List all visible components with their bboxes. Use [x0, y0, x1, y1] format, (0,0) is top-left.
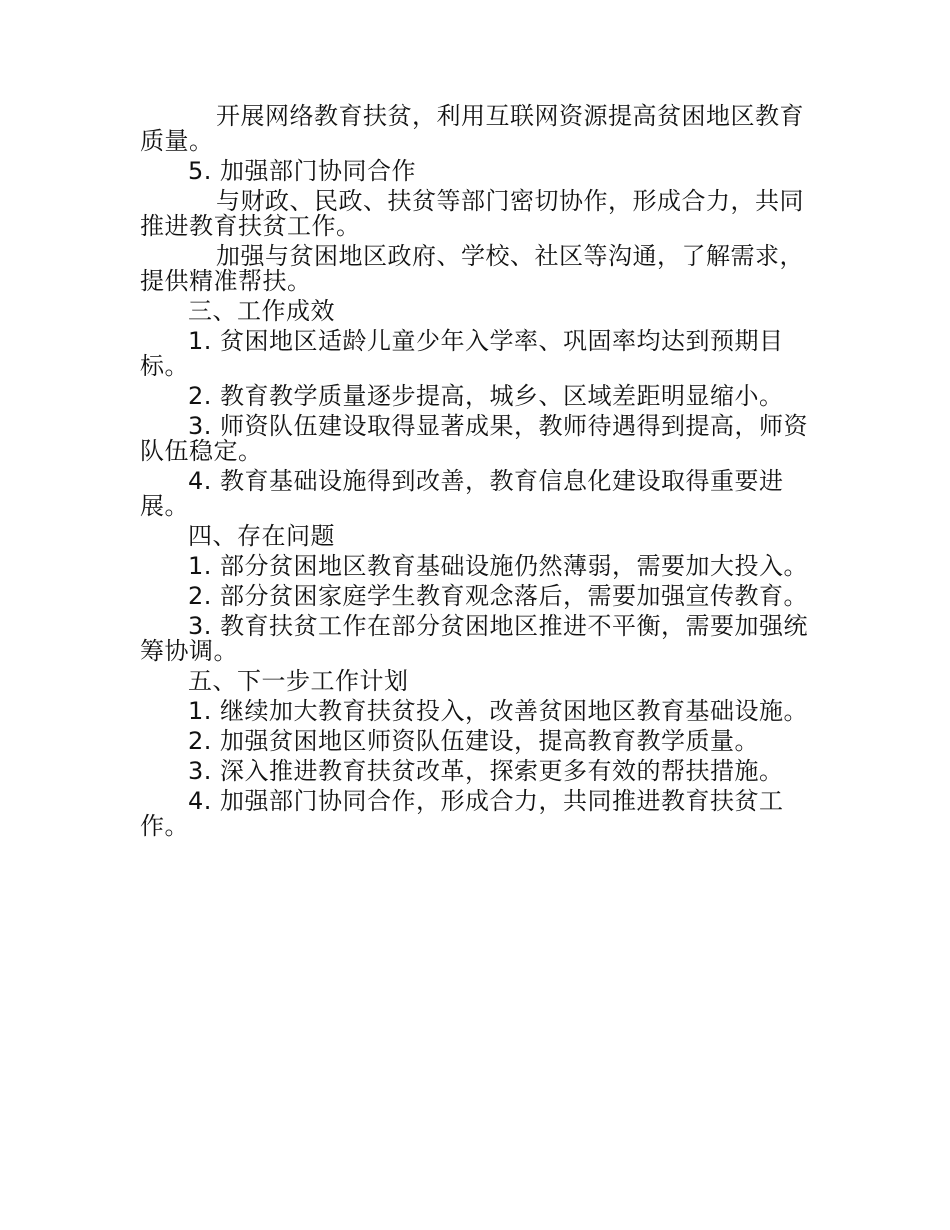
list-item-result-2: 2. 教育教学质量逐步提高，城乡、区域差距明显缩小。	[188, 382, 784, 410]
list-item-result-1: 1. 贫困地区适龄儿童少年入学率、巩固率均达到预期目标。	[140, 327, 784, 380]
heading-department-cooperation: 5. 加强部门协同合作	[188, 157, 417, 185]
paragraph-department-coordination: 与财政、民政、扶贫等部门密切协作，形成合力，共同推进教育扶贫工作。	[140, 187, 804, 240]
list-item-result-3: 3. 师资队伍建设取得显著成果，教师待遇得到提高，师资队伍稳定。	[140, 412, 809, 465]
list-item-result-4: 4. 教育基础设施得到改善，教育信息化建设取得重要进展。	[140, 467, 784, 520]
list-item-problem-1: 1. 部分贫困地区教育基础设施仍然薄弱，需要加大投入。	[188, 552, 809, 580]
section-heading-problems: 四、存在问题	[188, 522, 335, 550]
list-item-problem-3: 3. 教育扶贫工作在部分贫困地区推进不平衡，需要加强统筹协调。	[140, 612, 809, 665]
section-heading-next-steps: 五、下一步工作计划	[188, 667, 409, 695]
paragraph-online-education: 开展网络教育扶贫，利用互联网资源提高贫困地区教育质量。	[140, 102, 804, 155]
list-item-plan-1: 1. 继续加大教育扶贫投入，改善贫困地区教育基础设施。	[188, 697, 809, 725]
list-item-plan-2: 2. 加强贫困地区师资队伍建设，提高教育教学质量。	[188, 727, 760, 755]
paragraph-communication: 加强与贫困地区政府、学校、社区等沟通，了解需求，提供精准帮扶。	[140, 242, 804, 295]
list-item-problem-2: 2. 部分贫困家庭学生教育观念落后，需要加强宣传教育。	[188, 582, 809, 610]
document-body	[140, 104, 820, 844]
list-item-plan-3: 3. 深入推进教育扶贫改革，探索更多有效的帮扶措施。	[188, 757, 784, 785]
section-heading-results: 三、工作成效	[188, 297, 335, 325]
list-item-plan-4: 4. 加强部门协同合作，形成合力，共同推进教育扶贫工作。	[140, 787, 784, 840]
